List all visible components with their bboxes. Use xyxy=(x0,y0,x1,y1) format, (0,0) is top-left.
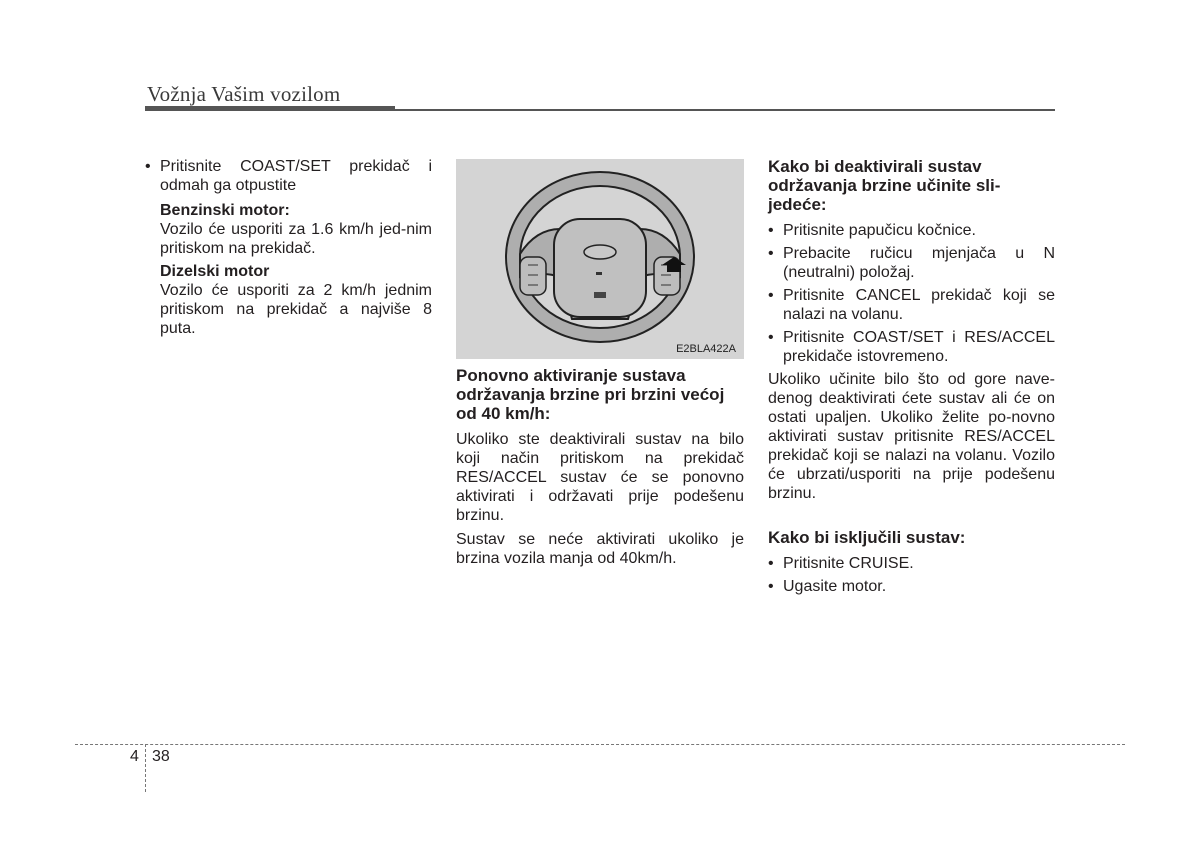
chapter-number: 4 xyxy=(130,748,139,765)
reactivation-paragraph-2: Sustav se neće aktivirati ukoliko je brzina vozila manja od 40km/h. xyxy=(456,531,744,567)
reactivation-paragraph-1: Ukoliko ste deaktivirali sustav na bilo koji način pritiskom na prekidač RES/ACCEL sustav će se ponovno aktivirati i održavati prije podešenu brzinu. xyxy=(456,431,744,524)
steering-wheel-icon xyxy=(456,159,744,359)
page-header-title: Vožnja Vašim vozilom xyxy=(147,82,341,106)
footer-dashed-rule xyxy=(75,744,1125,745)
header-rule-thin xyxy=(395,109,1055,111)
diesel-engine-heading: Dizelski motor xyxy=(160,263,270,280)
reactivation-heading: Ponovno aktiviranje sustava održavanja brzine pri brzini većoj od 40 km/h: xyxy=(456,366,725,423)
diesel-engine-text: Vozilo će usporiti za 2 km/h jednim pritiskom na prekidač a najviše 8 puta. xyxy=(160,282,432,337)
switch-off-heading: Kako bi isključili sustav: xyxy=(768,528,966,547)
header-rule-thick xyxy=(145,106,395,111)
switch-off-bullet: • Pritisnite CRUISE. xyxy=(768,554,1055,573)
petrol-engine-heading: Benzinski motor: xyxy=(160,202,290,219)
petrol-engine-text: Vozilo će usporiti za 1.6 km/h jed-nim pritiskom na prekidač. xyxy=(160,221,432,257)
figure-code: E2BLA422A xyxy=(676,343,736,355)
footer-vertical-rule xyxy=(145,744,146,792)
deactivation-bullet: • Pritisnite CANCEL prekidač koji se nalazi na volanu. xyxy=(768,286,1055,324)
deactivation-paragraph: Ukoliko učinite bilo što od gore nave-denog deaktivirati ćete sustav ali će on ostati upaljen. Ukoliko želite po-novno aktivirati sustav pritisnite RES/ACCEL prekidač koji se nalazi na volanu. Vozilo će ubrzati/usporiti na prije podešenu brzinu. xyxy=(768,371,1055,502)
bullet-coast-set: • Pritisnite COAST/SET prekidač i odmah ga otpustite xyxy=(145,157,432,195)
page-number: 38 xyxy=(152,748,170,765)
deactivation-bullet: • Prebacite ručicu mjenjača u N (neutralni) položaj. xyxy=(768,244,1055,282)
column-right xyxy=(768,157,1055,600)
column-middle xyxy=(456,366,744,573)
switch-off-bullet: • Ugasite motor. xyxy=(768,577,1055,596)
deactivation-bullet: • Pritisnite COAST/SET i RES/ACCEL prekidače istovremeno. xyxy=(768,328,1055,366)
deactivation-bullet: • Pritisnite papučicu kočnice. xyxy=(768,221,1055,240)
deactivation-heading: Kako bi deaktivirali sustav održavanja brzine učinite sli-jedeće: xyxy=(768,157,1001,214)
column-left xyxy=(145,157,432,342)
steering-wheel-figure xyxy=(456,159,744,359)
